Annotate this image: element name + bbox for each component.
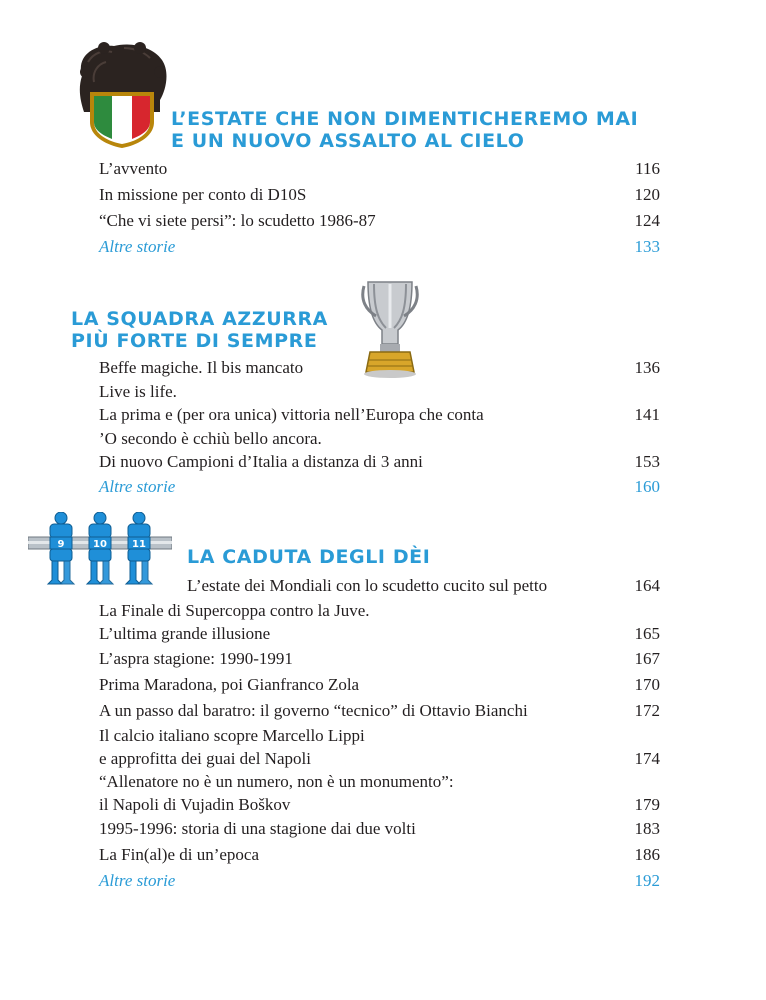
toc-entry-title: Altre storie	[99, 237, 176, 256]
toc-entry-title: “Che vi siete persi”: lo scudetto 1986-87	[99, 211, 376, 230]
toc-entry-title: Prima Maradona, poi Gianfranco Zola	[99, 675, 360, 694]
toc-entry-title-line-2: e approfitta dei guai del Napoli	[99, 749, 311, 768]
toc-entry-title-line-2: il Napoli di Vujadin Boškov	[99, 795, 291, 814]
toc-entry-page: 136	[634, 358, 660, 377]
toc-entry-title-line-1: La Finale di Supercoppa contro la Juve.	[99, 601, 370, 620]
toc-entry[interactable]	[99, 647, 660, 670]
section-1-heading	[171, 108, 638, 152]
foosball-number-9: 9	[57, 539, 65, 550]
section-1-heading-line-1: L’ESTATE CHE NON DIMENTICHEREMO MAI	[171, 108, 639, 130]
toc-entry[interactable]	[99, 673, 660, 696]
toc-entry-title-line-1: Il calcio italiano scopre Marcello Lippi	[99, 726, 365, 745]
toc-entry-page: 170	[634, 675, 660, 694]
toc-entry-title-line-1: ’O secondo è cchiù bello ancora.	[99, 429, 322, 448]
foosball-players-icon	[28, 512, 172, 586]
toc-entry[interactable]	[99, 817, 660, 840]
toc-entry-title: In missione per conto di D10S	[99, 185, 307, 204]
toc-entry-title: Altre storie	[99, 477, 176, 496]
toc-entry[interactable]	[99, 770, 660, 816]
toc-entry-page: 124	[634, 211, 660, 230]
section-2-heading	[71, 308, 328, 352]
toc-entry-title: La Fin(al)e di un’epoca	[99, 845, 260, 864]
toc-entry-page: 164	[634, 576, 660, 595]
toc-entry-title: Altre storie	[99, 871, 176, 890]
toc-entry-page: 165	[634, 624, 660, 643]
section-1-heading-line-2: E UN NUOVO ASSALTO AL CIELO	[171, 130, 525, 152]
section-3-heading-line-1: LA CADUTA DEGLI DÈI	[187, 546, 431, 568]
toc-entry-page: 183	[634, 819, 660, 838]
toc-entry-page: 120	[634, 185, 660, 204]
toc-entry-title-line-2: L’ultima grande illusione	[99, 624, 271, 643]
toc-entry-title: A un passo dal baratro: il governo “tecnico” di Ottavio Bianchi	[99, 701, 528, 720]
toc-entry-title-line-2: Di nuovo Campioni d’Italia a distanza di 3 anni	[99, 452, 423, 471]
toc-entry-title: 1995-1996: storia di una stagione dai due volti	[99, 819, 416, 838]
section-2-heading-line-1: LA SQUADRA AZZURRA	[71, 308, 328, 330]
toc-entry-title: Beffe magiche. Il bis mancato	[99, 358, 304, 377]
toc-entry-title-line-1: Live is life.	[99, 382, 177, 401]
toc-entry-page: 172	[634, 701, 660, 720]
toc-entry-page: 160	[634, 477, 660, 496]
toc-entry[interactable]	[99, 843, 660, 866]
toc-entry[interactable]	[99, 183, 660, 206]
toc-entry-title: L’estate dei Mondiali con lo scudetto cucito sul petto	[187, 576, 548, 595]
foosball-number-11: 11	[132, 539, 146, 550]
toc-entry-page: 186	[634, 845, 660, 864]
toc-entry-title-line-2: La prima e (per ora unica) vittoria nell’Europa che conta	[99, 405, 484, 424]
toc-entry-page: 179	[634, 795, 660, 814]
toc-entry[interactable]	[99, 427, 660, 473]
toc-entry-page: 167	[634, 649, 660, 668]
toc-entry-page: 174	[634, 749, 660, 768]
foosball-number-10: 10	[93, 539, 107, 550]
toc-entry[interactable]	[99, 209, 660, 232]
toc-entry[interactable]	[99, 699, 660, 722]
toc-entry-altre-storie[interactable]	[99, 869, 660, 892]
toc-entry[interactable]	[99, 724, 660, 770]
toc-entry-page: 141	[634, 405, 660, 424]
toc-entry[interactable]	[99, 599, 660, 645]
section-2-heading-line-2: PIÙ FORTE DI SEMPRE	[71, 330, 318, 352]
section-3-heading	[187, 546, 430, 568]
toc-entry-title-line-1: “Allenatore no è un numero, non è un monumento”:	[99, 772, 454, 791]
toc-entry-page: 116	[635, 159, 660, 178]
toc-entry-altre-storie[interactable]	[99, 235, 660, 258]
toc-entry-title: L’avvento	[99, 159, 168, 178]
toc-entry-page: 133	[634, 237, 660, 256]
toc-entry-page: 192	[634, 871, 660, 890]
toc-entry-page: 153	[634, 452, 660, 471]
toc-entry[interactable]	[187, 574, 660, 597]
toc-entry[interactable]	[99, 157, 660, 180]
toc-entry[interactable]	[99, 356, 660, 379]
maradona-head-italian-shield-icon	[74, 42, 170, 150]
toc-entry-title: L’aspra stagione: 1990-1991	[99, 649, 293, 668]
toc-entry[interactable]	[99, 380, 660, 426]
toc-entry-altre-storie[interactable]	[99, 475, 660, 498]
